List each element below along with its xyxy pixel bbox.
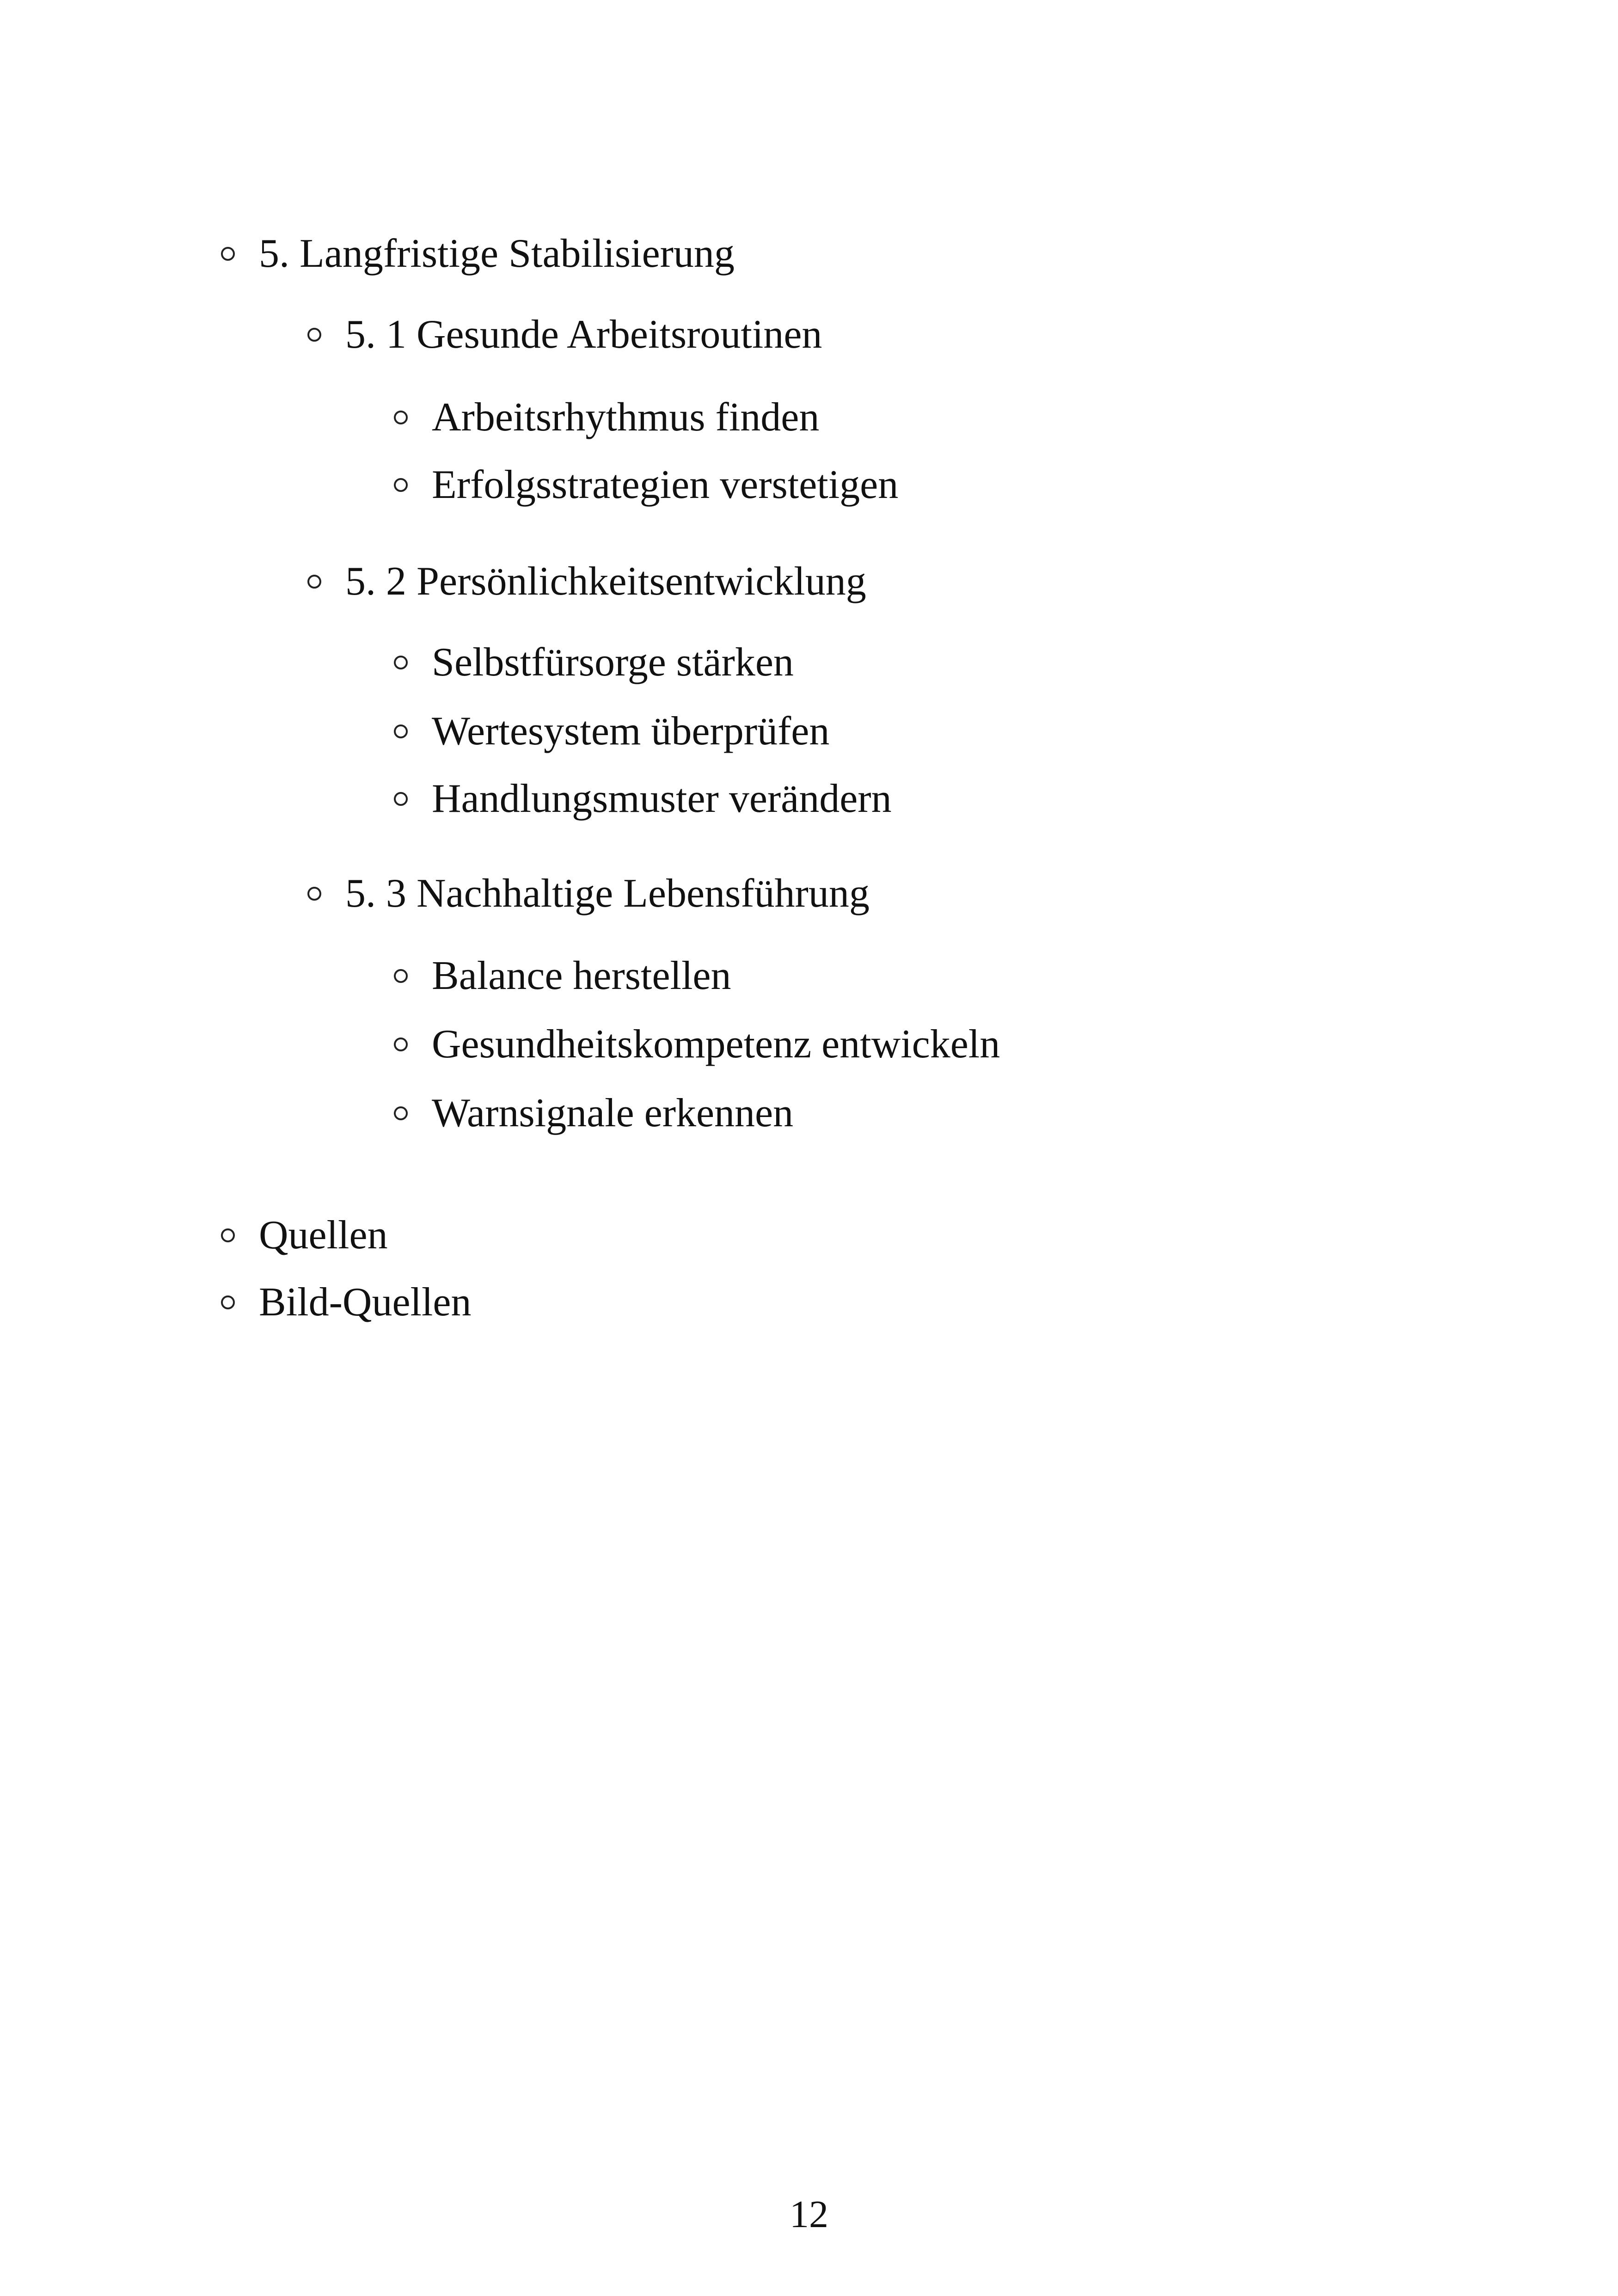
outline-item-label: 5. 3 Nachhaltige Lebensführung	[345, 871, 870, 916]
outline-item-section-5-2[interactable]	[307, 556, 866, 607]
outline-item-label: Quellen	[259, 1213, 388, 1258]
circle-bullet-icon	[394, 656, 408, 669]
outline-item-label: Handlungsmuster verändern	[432, 776, 892, 821]
circle-bullet-icon	[221, 1295, 235, 1309]
circle-bullet-icon	[221, 247, 235, 261]
outline-item-label: 5. 2 Persönlichkeitsentwicklung	[345, 559, 866, 604]
circle-bullet-icon	[394, 724, 408, 738]
circle-bullet-icon	[394, 1037, 408, 1051]
outline-item-label: Arbeitsrhythmus finden	[432, 395, 820, 440]
outline-item-section-5[interactable]	[221, 228, 735, 279]
outline-item-wertesystem[interactable]	[394, 706, 829, 757]
outline-item-label: Erfolgsstrategien verstetigen	[432, 462, 899, 507]
circle-bullet-icon	[394, 478, 408, 492]
outline-item-section-5-1[interactable]	[307, 309, 822, 360]
outline-item-balance[interactable]	[394, 951, 731, 1001]
outline-item-label: Selbstfürsorge stärken	[432, 640, 794, 685]
circle-bullet-icon	[394, 1106, 408, 1120]
outline-item-label: Balance herstellen	[432, 953, 731, 998]
outline-item-arbeitsrhythmus[interactable]	[394, 392, 819, 443]
circle-bullet-icon	[221, 1228, 235, 1242]
outline-item-label: Gesundheitskompetenz entwickeln	[432, 1022, 1000, 1067]
circle-bullet-icon	[307, 575, 321, 589]
outline-item-selbstfuersorge[interactable]	[394, 637, 794, 688]
outline-item-label: 5. 1 Gesunde Arbeitsroutinen	[345, 312, 822, 357]
outline-item-label: Warnsignale erkennen	[432, 1091, 794, 1136]
outline-item-section-5-3[interactable]	[307, 868, 870, 919]
page-number: 12	[790, 2193, 828, 2236]
circle-bullet-icon	[394, 792, 408, 806]
outline-item-label: 5. Langfristige Stabilisierung	[259, 231, 735, 276]
outline-item-label: Wertesystem überprüfen	[432, 709, 830, 754]
outline-item-gesundheitskompetenz[interactable]	[394, 1019, 1000, 1070]
circle-bullet-icon	[394, 411, 408, 424]
outline-item-bild-quellen[interactable]	[221, 1277, 471, 1328]
circle-bullet-icon	[394, 969, 408, 983]
outline-item-quellen[interactable]	[221, 1210, 388, 1261]
outline-item-handlungsmuster[interactable]	[394, 774, 892, 824]
outline-item-erfolgsstrategien[interactable]	[394, 460, 898, 510]
circle-bullet-icon	[307, 328, 321, 342]
outline-item-label: Bild-Quellen	[259, 1280, 472, 1325]
outline-item-warnsignale[interactable]	[394, 1088, 793, 1139]
circle-bullet-icon	[307, 887, 321, 901]
